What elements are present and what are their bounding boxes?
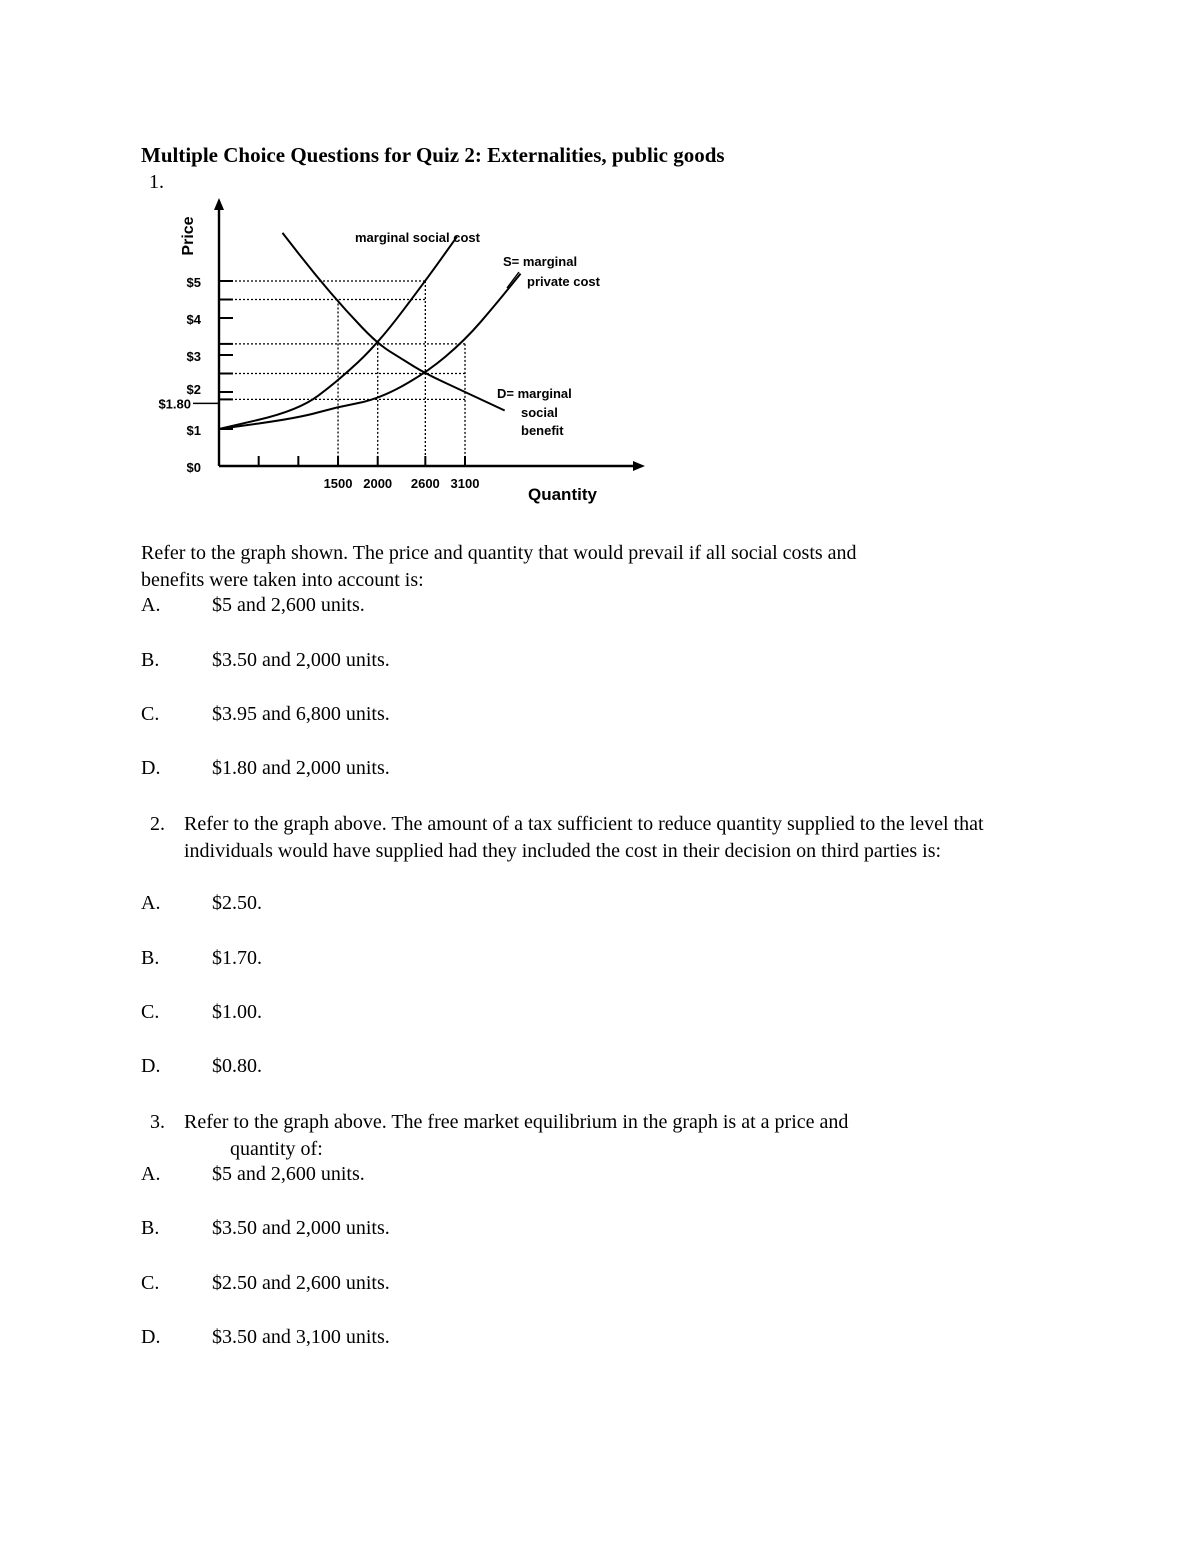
y-tick-label-3: $2: [186, 382, 201, 397]
label-demand-line-1: D= marginal: [497, 386, 572, 401]
x-axis-arrow: [633, 461, 645, 471]
question-3-number: 3.: [150, 1111, 165, 1133]
option-text: $1.70.: [212, 947, 262, 969]
label-demand-line-2: social: [521, 405, 558, 420]
option-text: $5 and 2,600 units.: [212, 1163, 365, 1185]
question-2-number: 2.: [150, 813, 165, 835]
label-supply-line-2: private cost: [527, 274, 600, 289]
option-letter: C.: [141, 1272, 160, 1294]
question-1-stem-line-1: Refer to the graph shown. The price and quantity that would prevail if all social costs and: [141, 542, 857, 564]
question-3-stem-line-1: Refer to the graph above. The free market equilibrium in the graph is at a price and: [184, 1111, 849, 1133]
label-marginal-social-cost: marginal social cost: [355, 230, 480, 245]
question-1-stem: [141, 540, 857, 594]
x-tick-label-1: 2000: [363, 476, 393, 491]
x-axis-label: Quantity: [528, 485, 597, 504]
option-text: $1.00.: [212, 1001, 262, 1023]
option-text: $3.95 and 6,800 units.: [212, 703, 390, 725]
chart-ticks: [158, 275, 479, 491]
document-title: Multiple Choice Questions for Quiz 2: Externalities, public goods: [141, 143, 725, 167]
x-tick-label-3: 3100: [450, 476, 480, 491]
option-letter: D.: [141, 1326, 161, 1348]
option-letter: A.: [141, 892, 161, 914]
option-text: $2.50 and 2,600 units.: [212, 1272, 390, 1294]
chart-labels: [180, 216, 601, 504]
y-axis-arrow: [214, 198, 224, 210]
option-letter: C.: [141, 1001, 160, 1023]
y-tick-label-6: $5: [186, 275, 201, 290]
externality-chart: [135, 188, 655, 518]
question-1-stem-line-2: benefits were taken into account is:: [141, 569, 424, 591]
option-text: $1.80 and 2,000 units.: [212, 757, 390, 779]
question-2-stem: Refer to the graph above. The amount of a tax sufficient to reduce quantity supplied to the level that individuals would have supplied had they included the cost in their decision on third parties is:: [184, 813, 984, 862]
x-tick-label-2: 2600: [410, 476, 440, 491]
option-text: $3.50 and 2,000 units.: [212, 1217, 390, 1239]
label-supply-line-1: S= marginal: [503, 254, 578, 269]
option-letter: A.: [141, 594, 161, 616]
option-letter: D.: [141, 757, 161, 779]
x-tick-label-0: 1500: [323, 476, 353, 491]
option-letter: A.: [141, 1163, 161, 1185]
option-text: $5 and 2,600 units.: [212, 594, 365, 616]
option-letter: C.: [141, 703, 160, 725]
y-tick-label-0: $0: [186, 460, 201, 475]
y-tick-label-4: $3: [186, 349, 201, 364]
question-1-number: 1.: [149, 171, 164, 193]
question-3: [150, 1109, 1050, 1163]
option-letter: B.: [141, 1217, 160, 1239]
option-letter: D.: [141, 1055, 161, 1077]
option-text: $2.50.: [212, 892, 262, 914]
option-text: $3.50 and 2,000 units.: [212, 649, 390, 671]
y-axis-label: Price: [180, 216, 197, 256]
question-2: [150, 811, 1050, 892]
y-tick-label-2: $1.80: [158, 396, 191, 412]
option-text: $3.50 and 3,100 units.: [212, 1326, 390, 1348]
option-letter: B.: [141, 947, 160, 969]
label-supply-leader: [507, 272, 519, 288]
option-letter: B.: [141, 649, 160, 671]
y-tick-label-1: $1: [186, 423, 201, 438]
label-demand-line-3: benefit: [521, 423, 564, 438]
y-tick-label-5: $4: [186, 312, 201, 327]
question-3-stem-line-2: quantity of:: [230, 1138, 323, 1160]
option-text: $0.80.: [212, 1055, 262, 1077]
